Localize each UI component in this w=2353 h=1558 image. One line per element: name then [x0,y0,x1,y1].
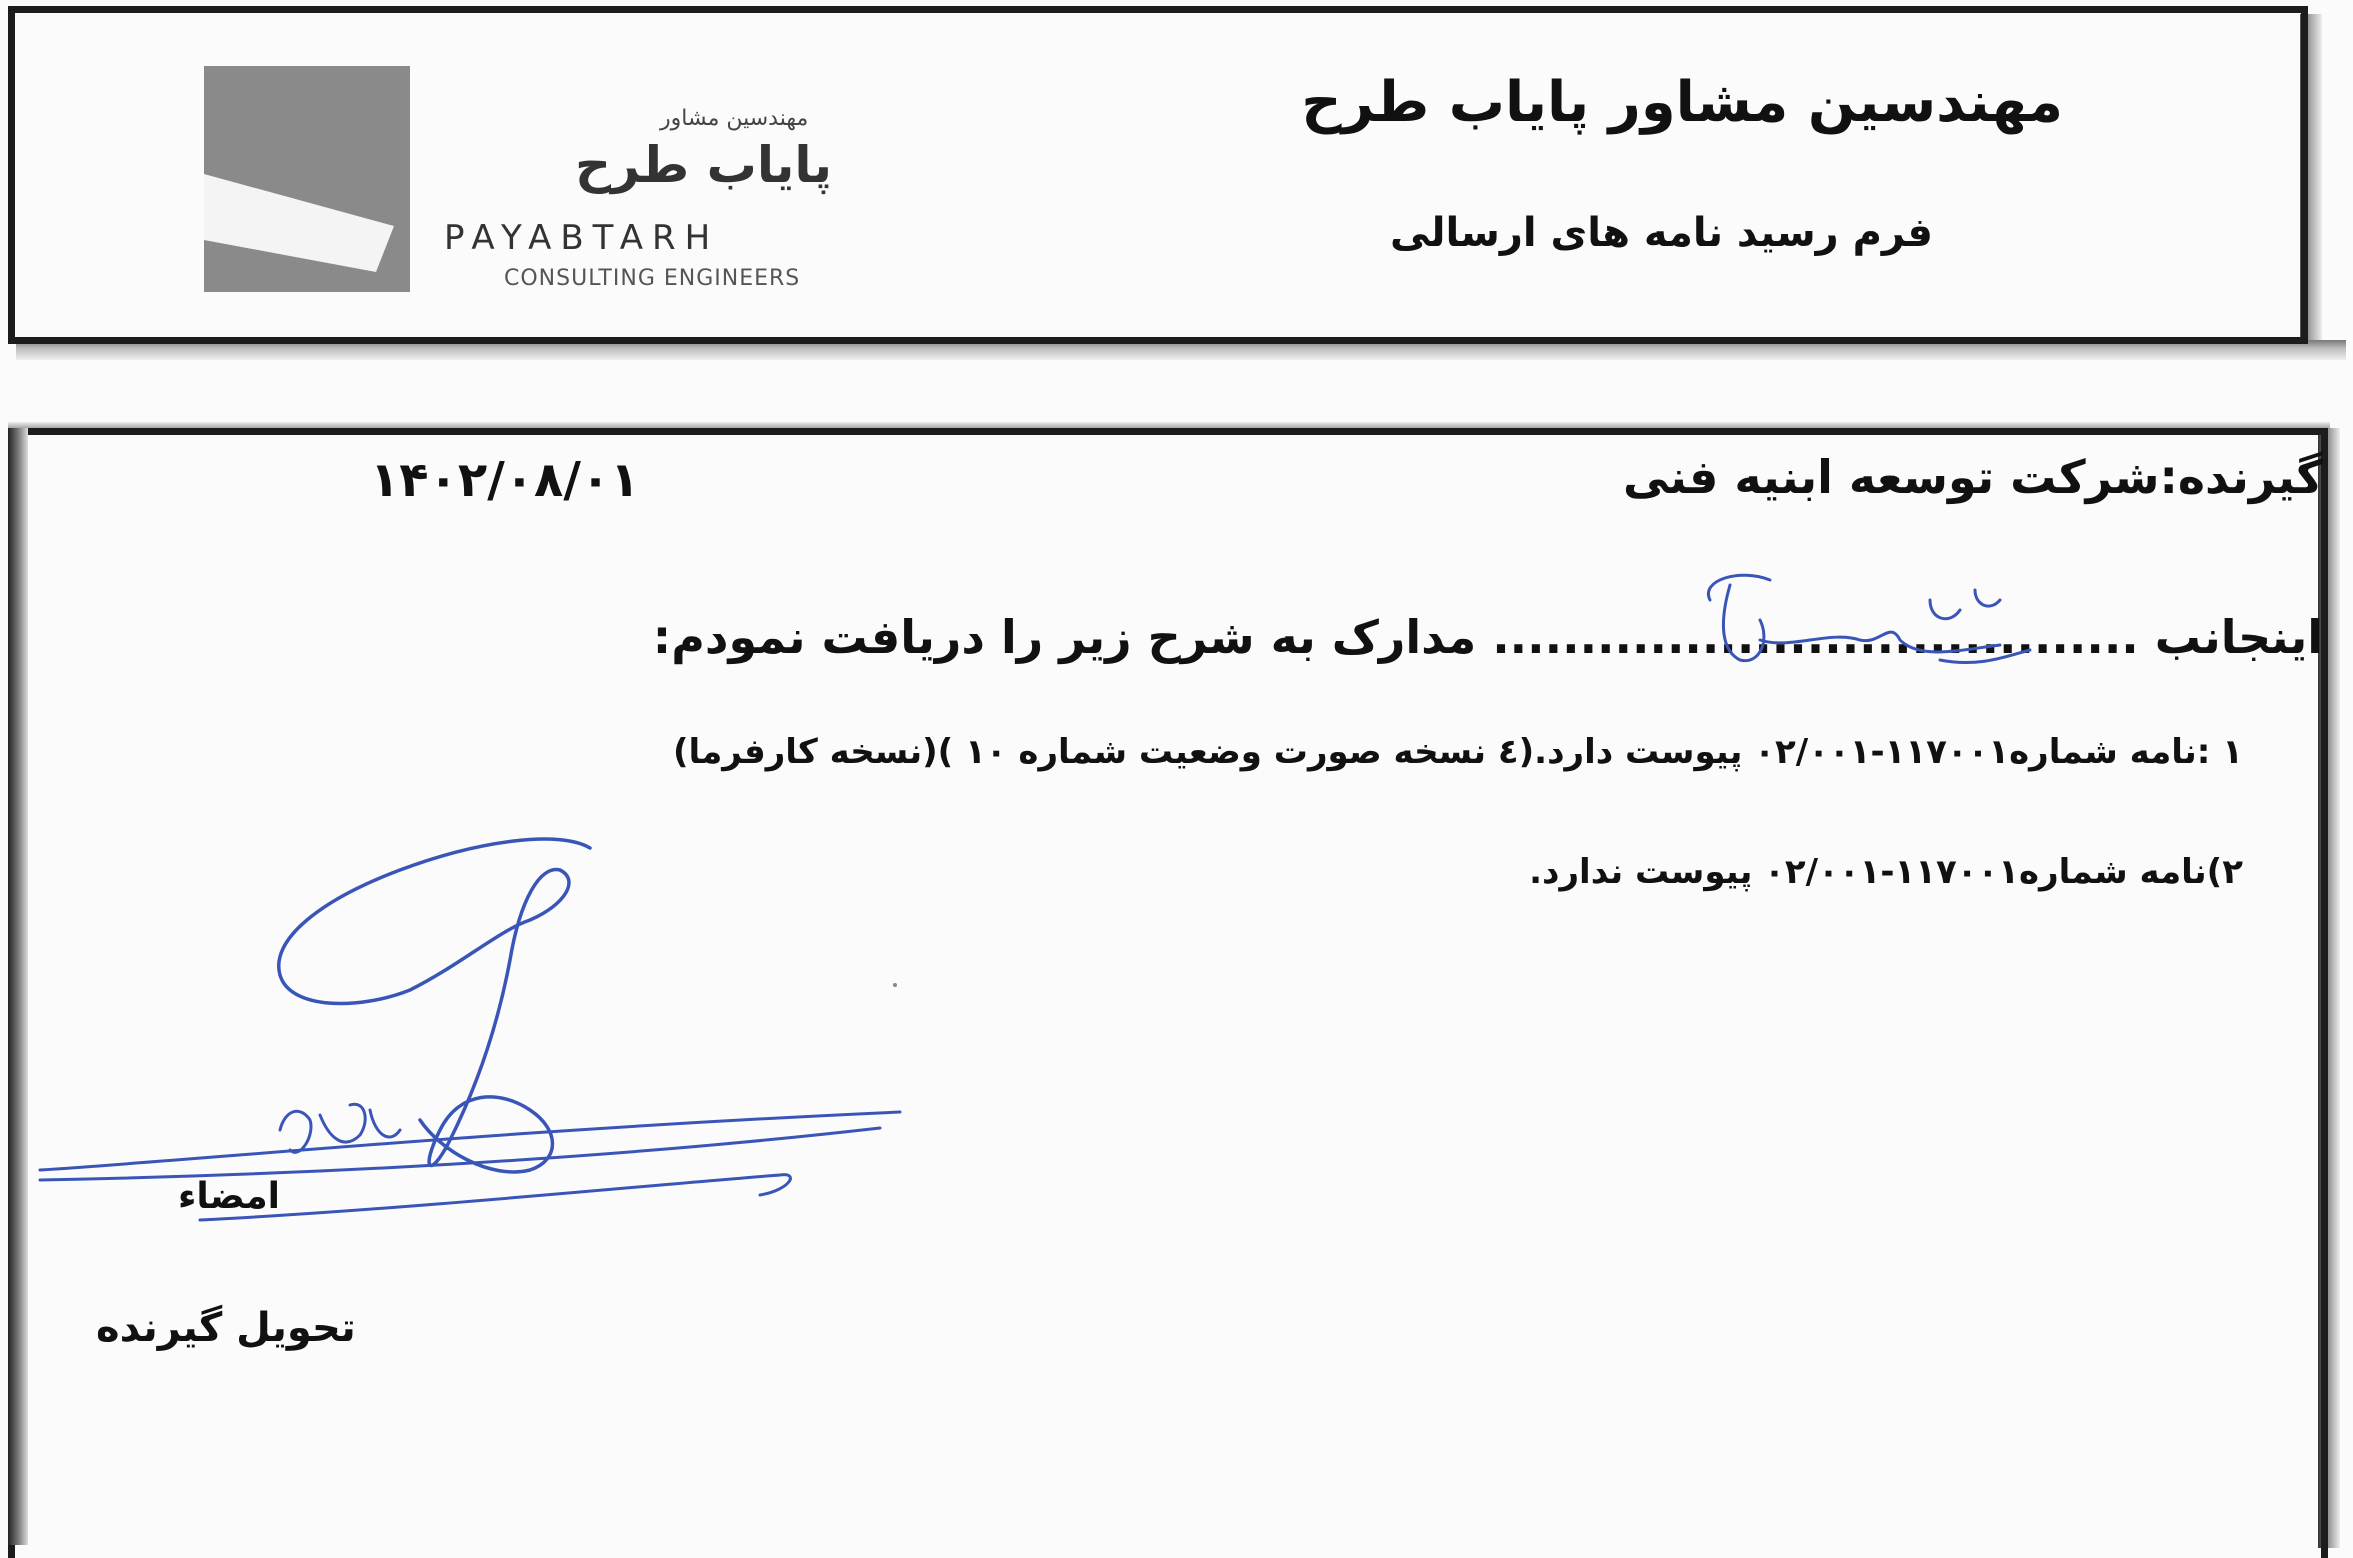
logo-english-subtitle: CONSULTING ENGINEERS [504,266,801,291]
receipt-statement: اینجانب ..................................... مدارک به شرح زیر را دریافت نمودم: [652,610,2323,664]
handwritten-name-signature [1708,575,2030,662]
list-item: ۲)نامه شماره۱۱۷۰۰۱-۰۲/۰۰۱ پیوست ندارد. [1529,852,2243,892]
recipient-signature [279,839,590,1172]
list-item: ۱ :نامه شماره۱۱۷۰۰۱-۰۲/۰۰۱ پیوست دارد.(٤ نسخه صورت وضعیت شماره ۱۰ )(نسخه کارفرما) [672,732,2243,772]
logo-english-name: PAYABTARH [444,218,720,258]
form-subtitle: فرم رسید نامه های ارسالی [1390,210,1933,256]
signature-stroke-line [40,1112,900,1220]
deliver-to-label: تحویل گیرنده [96,1305,356,1351]
page-title: مهندسین مشاور پایاب طرح [1301,70,2063,135]
logo-persian-name: پایاب طرح [575,136,832,194]
date-field: ۱۴۰۲/۰۸/۰۱ [370,452,640,508]
dot-mark [893,983,897,987]
logo-persian-caption: مهندسین مشاور [660,106,809,131]
signature-label: امضاء [178,1176,281,1217]
recipient-line: گیرنده:شرکت توسعه ابنیه فنی [1622,450,2323,504]
